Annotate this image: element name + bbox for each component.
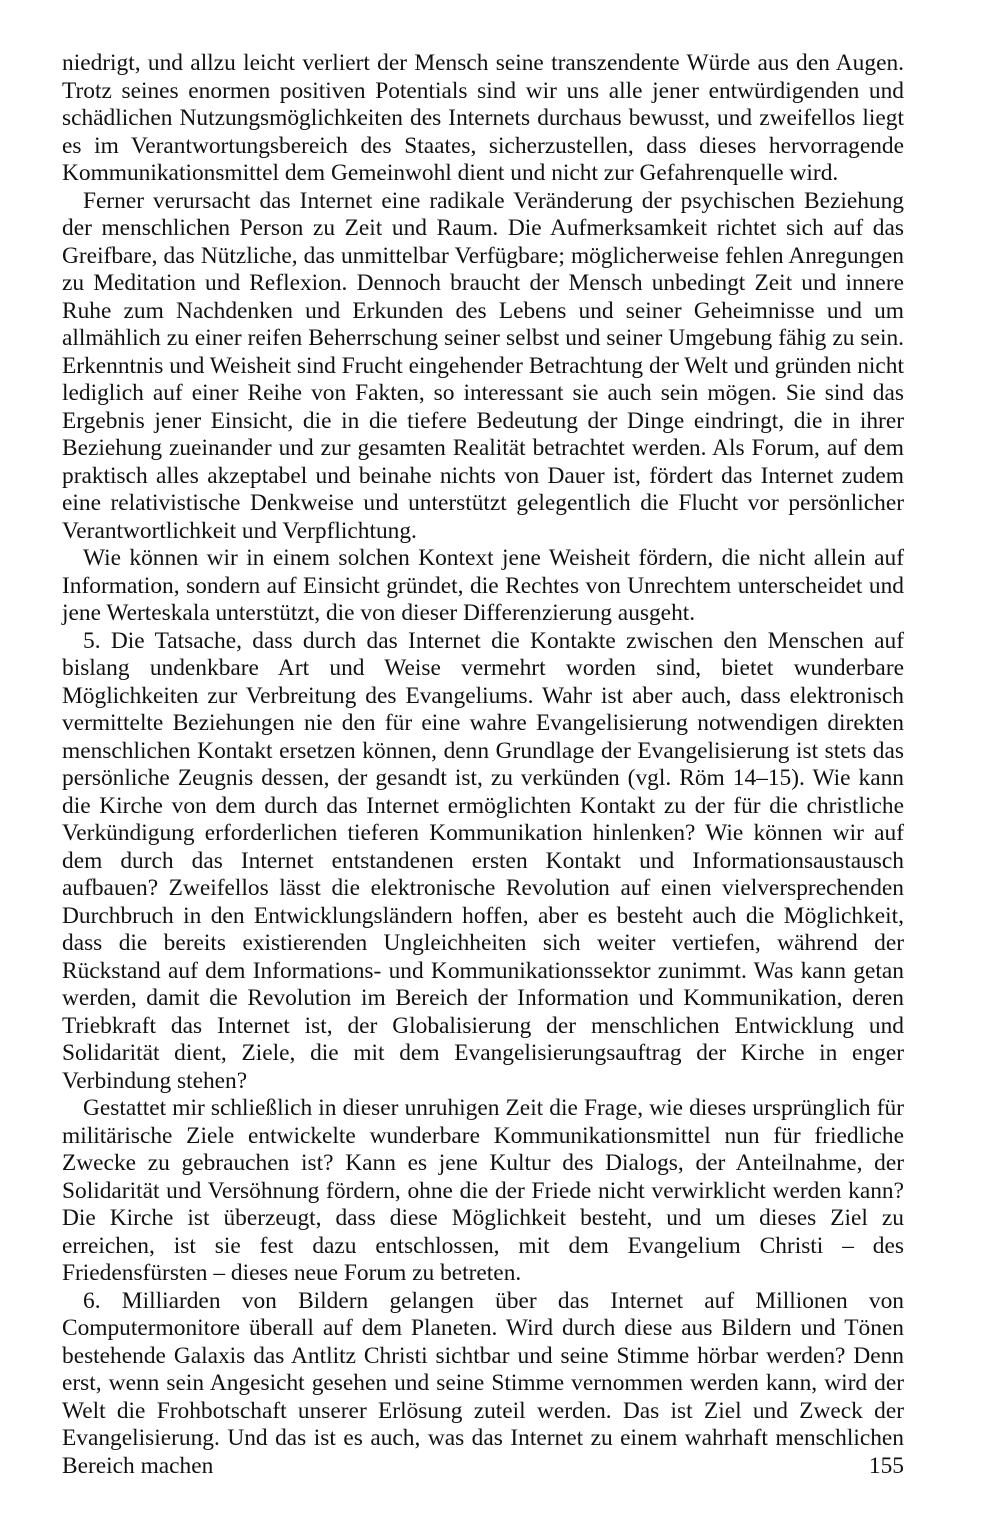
paragraph-1: niedrigt, und allzu leicht verliert der Mensch seine transzendente Würde aus den Augen. Trotz seines enormen positiven Potentials sind wir uns alle jener entwürdigenden und schädlichen Nutzungsmöglichkeiten des Internets durchaus bewusst, und zweifellos liegt es im Verantwortungsbereich des Staates, sicherzustellen, dass dieses hervorragende Kommunikationsmittel dem Gemeinwohl dient und nicht zur Gefahrenquelle wird.: [62, 50, 904, 186]
paragraph-3: Wie können wir in einem solchen Kontext jene Weisheit fördern, die nicht allein auf Information, sondern auf Einsicht gründet, die Rechtes von Unrechtem unterscheidet und jene Werteskala unterstützt, die von dieser Differenzierung ausgeht.: [62, 545, 904, 626]
paragraph-6: 6. Milliarden von Bildern gelangen über das Internet auf Millionen von Computermonitore überall auf dem Planeten. Wird durch diese aus Bildern und Tönen bestehende Galaxis das Antlitz Christi sichtbar und seine Stimme hörbar werden? Denn erst, wenn sein Angesicht gesehen und seine Stimme vernommen werden kann, wird der Welt die Frohbotschaft unserer Erlösung zuteil werden. Das ist Ziel und Zweck der Evangelisierung. Und das ist es auch, was das Internet zu einem wahrhaft menschlichen Bereich machen: [62, 1287, 904, 1479]
paragraph-4: 5. Die Tatsache, dass durch das Internet die Kontakte zwischen den Menschen auf bislang undenkbare Art und Weise vermehrt worden sind, bietet wunderbare Möglichkeiten zur Verbreitung des Evangeliums. Wahr ist aber auch, dass elektronisch vermittelte Beziehungen nie den für eine wahre Evangelisierung notwendigen direkten menschlichen Kontakt ersetzen können, denn Grundlage der Evangelisierung ist stets das persönliche Zeugnis dessen, der gesandt ist, zu verkünden (vgl. Röm 14–15). Wie kann die Kirche von dem durch das Internet ermöglichten Kontakt zu der für die christliche Verkündigung erforderlichen tieferen Kommunikation hinlenken? Wie können wir auf dem durch das Internet entstandenen ersten Kontakt und Informationsaustausch aufbauen? Zweifellos lässt die elektronische Revolution auf einen vielversprechenden Durchbruch in den Entwicklungsländern hoffen, aber es besteht auch die Möglichkeit, dass die bereits existierenden Ungleichheiten sich weiter vertiefen, während der Rückstand auf dem Informations- und Kommunikationssektor zunimmt. Was kann getan werden, damit die Revolution im Bereich der Information und Kommunikation, deren Triebkraft das Internet ist, der Globalisierung der menschlichen Entwicklung und Solidarität dient, Ziele, die mit dem Evangelisierungsauftrag der Kirche in enger Verbindung stehen?: [62, 627, 904, 1094]
paragraph-2: Ferner verursacht das Internet eine radikale Veränderung der psychischen Beziehung der menschlichen Person zu Zeit und Raum. Die Aufmerksamkeit richtet sich auf das Greifbare, das Nützliche, das unmittelbar Verfügbare; möglicherweise fehlen Anregungen zu Meditation und Reflexion. Dennoch braucht der Mensch unbedingt Zeit und innere Ruhe zum Nachdenken und Erkunden des Lebens und seiner Geheimnisse und um allmählich zu einer reifen Beherrschung seiner selbst und seiner Umgebung fähig zu sein. Erkenntnis und Weisheit sind Frucht eingehender Betrachtung der Welt und gründen nicht lediglich auf einer Reihe von Fakten, so interessant sie auch sein mögen. Sie sind das Ergebnis jener Einsicht, die in die tiefere Bedeutung der Dinge eindringt, die in ihrer Beziehung zueinander und zur gesamten Realität betrachtet werden. Als Forum, auf dem praktisch alles akzeptabel und beinahe nichts von Dauer ist, fördert das Internet zudem eine relativistische Denkweise und unterstützt gelegentlich die Flucht vor persönlicher Verantwortlichkeit und Verpflichtung.: [62, 187, 904, 544]
paragraph-5: Gestattet mir schließlich in dieser unruhigen Zeit die Frage, wie dieses ursprünglich für militärische Ziele entwickelte wunderbare Kommunikationsmittel nun für friedliche Zwecke zu gebrauchen ist? Kann es jene Kultur des Dialogs, der Anteilnahme, der Solidarität und Versöhnung fördern, ohne die der Friede nicht verwirklicht werden kann? Die Kirche ist überzeugt, dass diese Möglichkeit besteht, und um dieses Ziel zu erreichen, ist sie fest dazu entschlossen, mit dem Evangelium Christi – des Friedensfürsten – dieses neue Forum zu betreten.: [62, 1095, 904, 1286]
page-body: [62, 50, 904, 1480]
page-number: 155: [868, 1453, 904, 1479]
